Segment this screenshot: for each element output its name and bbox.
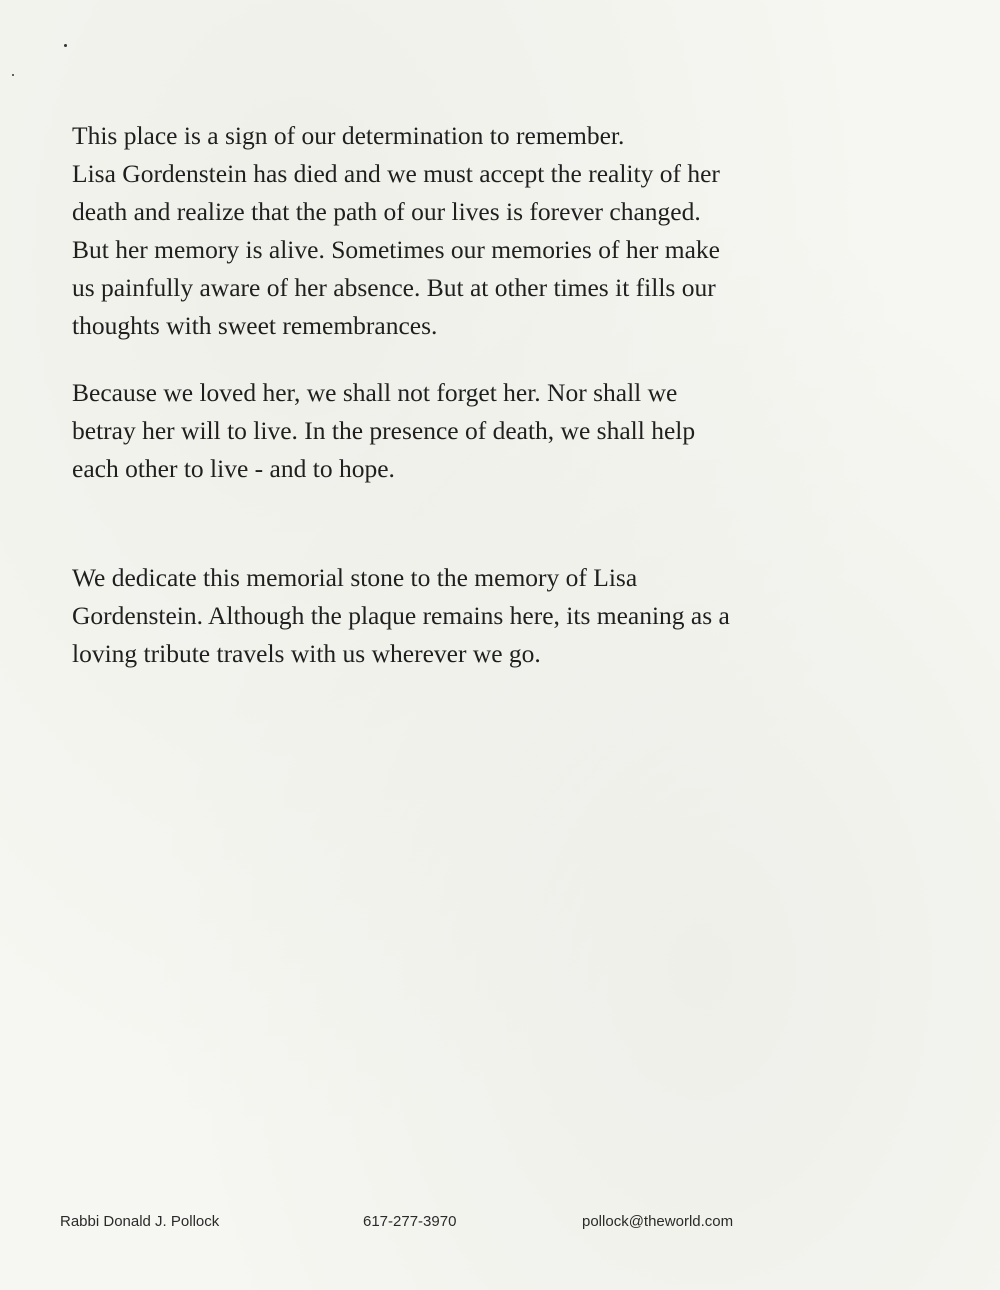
text-line: But her memory is alive. Sometimes our memories of her make — [72, 235, 720, 264]
text-line: betray her will to live. In the presence of death, we shall help — [72, 416, 696, 445]
text-line: loving tribute travels with us wherever we go. — [72, 639, 541, 668]
text-line: each other to live - and to hope. — [72, 454, 395, 483]
text-line: This place is a sign of our determination to remember. — [72, 121, 625, 150]
paragraph-remembrance — [72, 117, 720, 345]
text-line: Because we loved her, we shall not forget her. Nor shall we — [72, 378, 678, 407]
text-line: death and realize that the path of our lives is forever changed. — [72, 197, 701, 226]
text-line: We dedicate this memorial stone to the memory of Lisa — [72, 563, 638, 592]
paragraph-love — [72, 374, 695, 488]
text-line: us painfully aware of her absence. But at other times it fills our — [72, 273, 716, 302]
footer-email: pollock@theworld.com — [582, 1213, 734, 1230]
text-line: Gordenstein. Although the plaque remains here, its meaning as a — [72, 601, 730, 630]
footer-phone: 617-277-3970 — [363, 1213, 457, 1230]
paragraph-dedication — [72, 559, 730, 673]
text-line: thoughts with sweet remembrances. — [72, 311, 438, 340]
paper-speck — [12, 74, 14, 76]
paper-speck — [64, 44, 67, 47]
text-line: Lisa Gordenstein has died and we must accept the reality of her — [72, 159, 720, 188]
footer-name: Rabbi Donald J. Pollock — [60, 1213, 220, 1230]
